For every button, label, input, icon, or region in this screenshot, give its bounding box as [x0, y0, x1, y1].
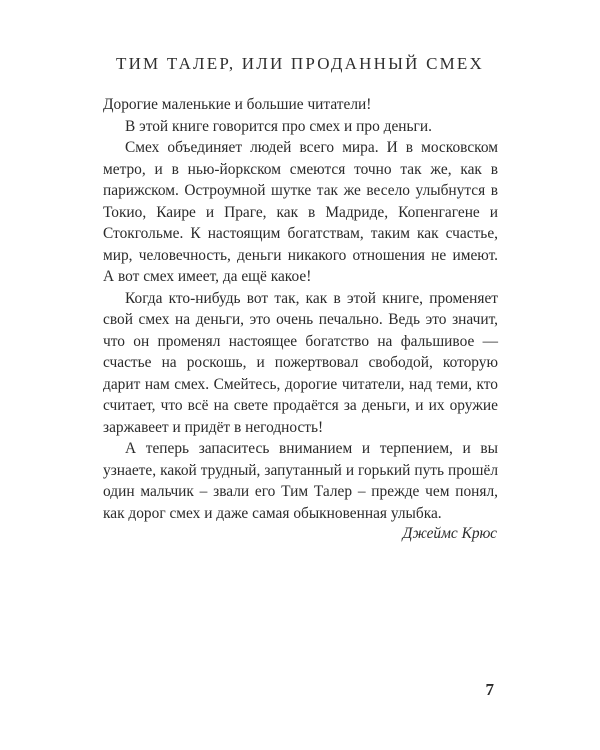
paragraph-laughter-unites: Смех объединяет людей всего мира. И в московском метро, и в нью-йоркском смеются точно так же, как в парижском. Остроумной шутке так же весело улыбнутся в Токио, Каире и Праге, как в Мадриде, Копенгагене и Стокгольме. К настоящим богатствам, таким как счастье, мир, человечность, деньги никакого отношения не имеют. А вот смех имеет, да ещё какое!: [103, 139, 498, 285]
paragraph-story-intro: А теперь запаситесь вниманием и терпением, и вы узнаете, какой трудный, запутанный и горький путь прошёл один мальчик – звали его Тим Талер – прежде чем понял, как дорог смех и даже самая обыкновенная улыбка.: [103, 440, 498, 522]
body-text: [103, 94, 498, 524]
running-title: ТИМ ТАЛЕР, ИЛИ ПРОДАННЫЙ СМЕХ: [116, 54, 484, 73]
paragraph-trading-laughter: Когда кто-нибудь вот так, как в этой книге, променяет свой смех на деньги, это очень печально. Ведь это значит, что он променял настоящее богатство на фальшивое — счастье на роскошь, и пожертвовал свободой, которую дарит нам смех. Смейтесь, дорогие читатели, над теми, кто считает, что всё на свете продаётся за деньги, и их оружие заржавеет и придёт в негодность!: [103, 289, 498, 436]
page-number: 7: [485, 680, 494, 699]
paragraph-greeting: Дорогие маленькие и большие читатели!: [103, 96, 372, 113]
author-signature: Джеймс Крюс: [402, 525, 497, 542]
paragraph-topic: В этой книге говорится про смех и про деньги.: [125, 117, 432, 135]
